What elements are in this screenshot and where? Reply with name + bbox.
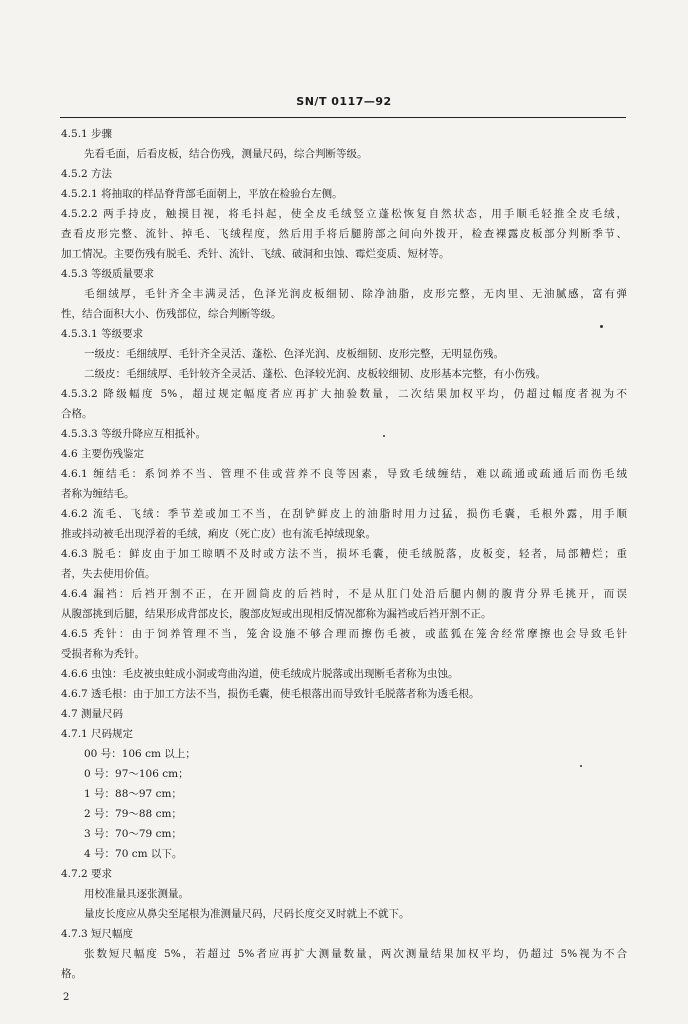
text-line: 格。: [61, 968, 82, 980]
heading-4-7-2: 4.7.2 要求: [61, 868, 113, 880]
text-line: 量皮长度应从鼻尖至尾根为准测量尺码，尺码长度交叉时就上不就下。: [84, 908, 410, 920]
text-line: 者称为缠结毛。: [61, 488, 135, 500]
scan-speck: [383, 435, 385, 437]
clause-4-6-2: 4.6.2 流毛、飞绒：季节差或加工不当，在刮铲鲜皮上的油脂时用力过猛，损伤毛囊，毛根外露，用手顺: [61, 508, 627, 520]
heading-4-5-3-1: 4.5.3.1 等级要求: [61, 328, 144, 340]
clause-4-5-3-2: 4.5.3.2 降级幅度 5%，超过规定幅度者应再扩大抽验数量，二次结果加权平均，仍超过幅度者视为不: [61, 388, 627, 400]
clause-4-6-1: 4.6.1 缠结毛：系饲养不当、管理不佳或营养不良等因素，导致毛绒缠结，难以疏通或疏通后而伤毛绒: [61, 468, 627, 480]
heading-4-7: 4.7 测量尺码: [61, 708, 124, 720]
clause-4-5-3-3: 4.5.3.3 等级升降应互相抵补。: [61, 428, 207, 440]
clause-4-5-2-2: 4.5.2.2 两手持皮，触摸目视，将毛抖起，使全皮毛绒竖立蓬松恢复自然状态，用手顺毛轻推全皮毛绒，: [61, 208, 627, 220]
clause-4-6-6: 4.6.6 虫蚀：毛皮被虫蛀成小洞或弯曲沟道，使毛绒成片脱落或出现断毛者称为虫蚀。: [61, 668, 459, 680]
text-line: 从腹部挑到后腿，结果形成背部皮长，腹部皮短或出现相反情况都称为漏裆或后裆开割不正。: [61, 608, 492, 620]
size-item: 2 号：79～88 cm；: [84, 808, 182, 820]
text-line: 用校准量具逐张测量。: [84, 888, 189, 900]
heading-4-7-3: 4.7.3 短尺幅度: [61, 928, 134, 940]
text-line: 查看皮形完整、流针、掉毛、飞绒程度，然后用手将后腿胯部之间向外拨开，检查裸露皮板部分判断季节、: [61, 228, 627, 240]
size-item: 0 号：97～106 cm；: [84, 768, 189, 780]
clause-4-6-5: 4.6.5 秃针：由于饲养管理不当，笼舍设施不够合理而擦伤毛被，或蓝狐在笼舍经常摩擦也会导致毛针: [61, 628, 627, 640]
text-line: 推或抖动被毛出现浮着的毛绒，痢皮（死亡皮）也有流毛掉绒现象。: [61, 528, 376, 540]
heading-4-7-1: 4.7.1 尺码规定: [61, 728, 134, 740]
size-item: 3 号：70～79 cm；: [84, 828, 182, 840]
grade-two-line: 二级皮：毛细绒厚、毛针较齐全灵活、蓬松、色泽较光润、皮板较细韧、皮形基本完整，有小伤残。: [84, 368, 546, 380]
heading-4-5-1: 4.5.1 步骤: [61, 128, 113, 140]
heading-4-5-2: 4.5.2 方法: [61, 168, 113, 180]
heading-4-6: 4.6 主要伤残鉴定: [61, 448, 145, 460]
text-line: 加工情况。主要伤残有脱毛、秃针、流针、飞绒、破洞和虫蚀、霉烂变质、短材等。: [61, 248, 450, 260]
text-line: 毛细绒厚，毛针齐全丰满灵活，色泽光润皮板细韧、除净油脂，皮形完整，无肉里、无油腻感，富有弹: [84, 288, 627, 300]
size-item: 4 号：70 cm 以下。: [84, 848, 183, 860]
clause-4-6-7: 4.6.7 透毛根：由于加工方法不当，损伤毛囊，使毛根落出而导致针毛脱落者称为透毛根。: [61, 688, 480, 700]
text-line: 张数短尺幅度 5%，若超过 5%者应再扩大测量数量，两次测量结果加权平均，仍超过 5%视为不合: [84, 948, 627, 960]
clause-4-6-4: 4.6.4 漏裆：后裆开割不正，在开圆筒皮的后裆时，不是从肛门处沿后腿内侧的腹背分界毛挑开，而误: [61, 588, 627, 600]
clause-4-6-3: 4.6.3 脱毛：鲜皮由于加工晾晒不及时或方法不当，损坏毛囊，使毛绒脱落，皮板变，轻者，局部糟烂；重: [61, 548, 627, 560]
size-item: 00 号：106 cm 以上；: [84, 748, 196, 760]
text-line: 受损者称为秃针。: [61, 648, 145, 660]
scan-speck: [580, 765, 582, 767]
text-line: 合格。: [61, 408, 93, 420]
grade-one-line: 一级皮：毛细绒厚、毛针齐全灵活、蓬松、色泽光润、皮板细韧、皮形完整，无明显伤残。: [84, 348, 504, 360]
header-rule: [60, 117, 626, 118]
standard-code-header: SN/T 0117—92: [296, 95, 392, 108]
page-number: 2: [63, 992, 70, 1003]
scan-speck: [600, 325, 603, 328]
text-line: 性，结合面积大小、伤残部位，综合判断等级。: [61, 308, 282, 320]
text-line: 先看毛面，后看皮板，结合伤残，测量尺码，综合判断等级。: [84, 148, 368, 160]
heading-4-5-3: 4.5.3 等级质量要求: [61, 268, 155, 280]
size-item: 1 号：88～97 cm；: [84, 788, 182, 800]
clause-4-5-2-1: 4.5.2.1 将抽取的样品脊背部毛面朝上，平放在检验台左侧。: [61, 188, 343, 200]
text-line: 者，失去使用价值。: [61, 568, 156, 580]
